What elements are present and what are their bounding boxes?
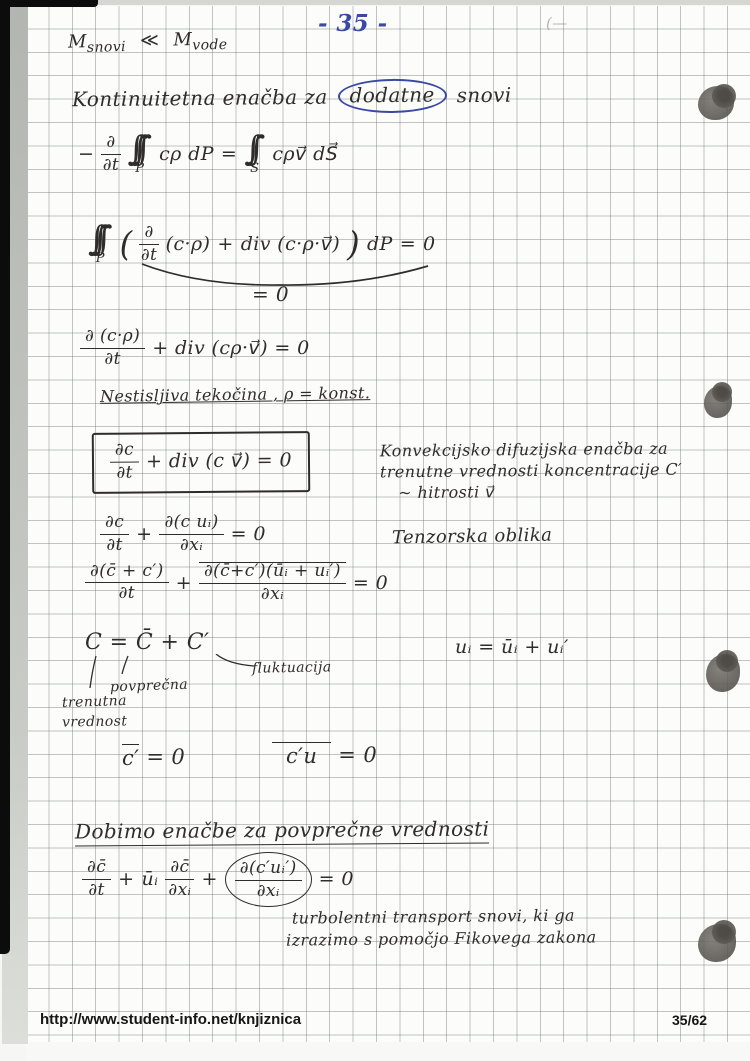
divergence-term: div (c·ρ·v⃗) (240, 233, 341, 256)
equation-rest: + div (c v⃗) = 0 (146, 449, 293, 473)
mass-symbol-vode: M (173, 29, 193, 51)
averaged-product-equation (272, 742, 377, 768)
density-term: (c·ρ) (165, 233, 211, 256)
scan-top-edge-gray (98, 0, 750, 5)
time-derivative-fraction: $\frac{\partial c}{\partial t}$ (100, 514, 129, 555)
footer-url: http://www.student-info.net/knjiznica (40, 1011, 302, 1028)
much-less-than-sign: ≪ (139, 29, 160, 52)
mass-subscript-vode: vode (192, 36, 228, 54)
triple-integral-symbol: ∫∫∫ P (127, 129, 145, 176)
convection-diffusion-note (380, 439, 683, 504)
time-derivative-fraction: $\frac{\partial(c̄ + c')}{\partial t}$ (85, 563, 169, 604)
tensor-form-label: Tenzorska oblika (391, 524, 553, 549)
page-number: - 35 - (318, 10, 388, 37)
concentration-decomposition: C = C̄ + C′ (85, 630, 210, 655)
turbulent-flux-fraction: $\frac{\text{∂(c′uᵢ′)}}{\text{∂xᵢ}}$ (235, 860, 302, 901)
turbulent-flux-circle (225, 852, 312, 907)
open-paren: ( (119, 224, 133, 265)
plus-sign: + (217, 233, 234, 256)
title-circled-word: dodatne (337, 78, 446, 113)
tensor-form-equation (100, 514, 266, 555)
equals-zero: = 0 (338, 743, 378, 767)
plus-sign: + (175, 571, 192, 594)
mass-symbol-snovi: M (67, 31, 88, 53)
equals-sign: = (220, 143, 238, 166)
scan-smudge-3-dot (716, 650, 738, 672)
time-derivative-fraction: $\frac{\partial c}{\partial t}$ (110, 442, 139, 483)
title-text-post: snovi (456, 82, 512, 108)
turbulent-note-line-1: turbolentni transport snovi, ki ga (291, 905, 575, 928)
mass-comparison-note (68, 28, 228, 56)
scan-left-edge-black (0, 0, 10, 954)
equation-rhs: = 0 (318, 868, 354, 891)
mean-values-heading: Dobimo enačbe za povprečne vrednosti (75, 817, 490, 847)
averaged-fluctuation-equation (122, 744, 185, 770)
turbulent-transport-note (286, 904, 597, 950)
scan-smudge-2-dot (712, 382, 732, 402)
time-derivative-fraction: $\frac{\partial}{\partial t}$ (102, 132, 120, 175)
scan-smudge-1-dot (712, 84, 736, 108)
averaged-advection-fraction: $\frac{\text{∂(c̄+c′)(ūᵢ + uᵢ′)}}{\text{∂xᵢ}}$ (199, 562, 346, 604)
local-continuity-equation (80, 328, 310, 369)
note-line-3: ~ hitrosti v⃗ (398, 481, 496, 502)
advection-fraction: $\frac{\text{∂(c uᵢ)}}{\text{∂xᵢ}}$ (159, 514, 223, 555)
integral-balance-equation (78, 129, 339, 176)
equation-rest: + div (cρ·v⃗) = 0 (152, 337, 310, 360)
note-line-1: Konvekcijsko difuzijska enačba za (379, 438, 669, 461)
mean-gradient-fraction: $\frac{\partial c̄}{\text{∂xᵢ}}$ (165, 859, 194, 900)
label-mean: povprečna (109, 676, 189, 696)
section-title (72, 78, 512, 117)
footer-page-indicator: 35/62 (672, 1012, 708, 1028)
sketch-box (92, 431, 310, 494)
plus-sign: + (136, 523, 153, 546)
volume-element: dP (366, 233, 393, 256)
title-text-pre: Kontinuitetna enačba za (71, 84, 328, 112)
label-instantaneous-1: trenutna (61, 692, 128, 712)
mean-concentration-equation (82, 852, 354, 907)
incompressibility-note: Nestisljiva tekočina , ρ = konst. (99, 383, 371, 406)
time-derivative-fraction: $\frac{\partial}{\partial t}$ (140, 222, 158, 265)
scan-smudge-4-dot (712, 920, 736, 944)
turbulent-note-line-2: izrazimo s pomočjo Fikovega zakona (286, 926, 597, 950)
faint-corner-mark: (— (546, 14, 568, 32)
divergence-integral-equation (88, 219, 436, 266)
decomposed-equation (85, 562, 388, 604)
time-derivative-fraction: $\frac{\partial (c\cdot\rho)}{\partial t}$ (80, 328, 145, 369)
equation-rhs: = 0 (230, 523, 266, 546)
surface-integral-symbol: ∫∫ S (244, 129, 260, 176)
overlined-c-prime-u: c′u (272, 742, 331, 768)
underbrace-label: = 0 (252, 282, 290, 306)
close-paren: ) (347, 224, 360, 265)
plus-sign: + (118, 868, 135, 891)
volume-integrand: cρ dP (159, 143, 214, 166)
mean-velocity-coefficient: ūᵢ (141, 868, 159, 891)
zero: 0 (423, 233, 436, 256)
boxed-continuity-equation (92, 432, 310, 493)
note-line-2: trenutne vrednosti koncentracije C′ (379, 459, 683, 482)
velocity-decomposition: uᵢ = ūᵢ + uᵢ′ (455, 636, 569, 658)
triple-integral-symbol: ∫∫∫ P (88, 219, 105, 266)
equals-sign: = (399, 233, 417, 256)
minus-sign: − (78, 143, 95, 166)
equation-rhs: = 0 (352, 571, 389, 594)
label-instantaneous-2: vrednost (61, 713, 128, 731)
overlined-c-prime: c′ (122, 746, 140, 770)
time-derivative-fraction: $\frac{\partial c̄}{\partial t}$ (82, 859, 111, 900)
equals-zero: = 0 (146, 745, 186, 769)
scan-top-edge-black (0, 0, 98, 7)
plus-sign: + (201, 868, 218, 891)
label-fluctuation: fluktuacija (251, 659, 332, 677)
page-bottom-margin (26, 1042, 750, 1061)
mass-subscript-snovi: snovi (86, 39, 127, 56)
surface-integrand: cρv⃗ dS⃗ (272, 143, 339, 166)
